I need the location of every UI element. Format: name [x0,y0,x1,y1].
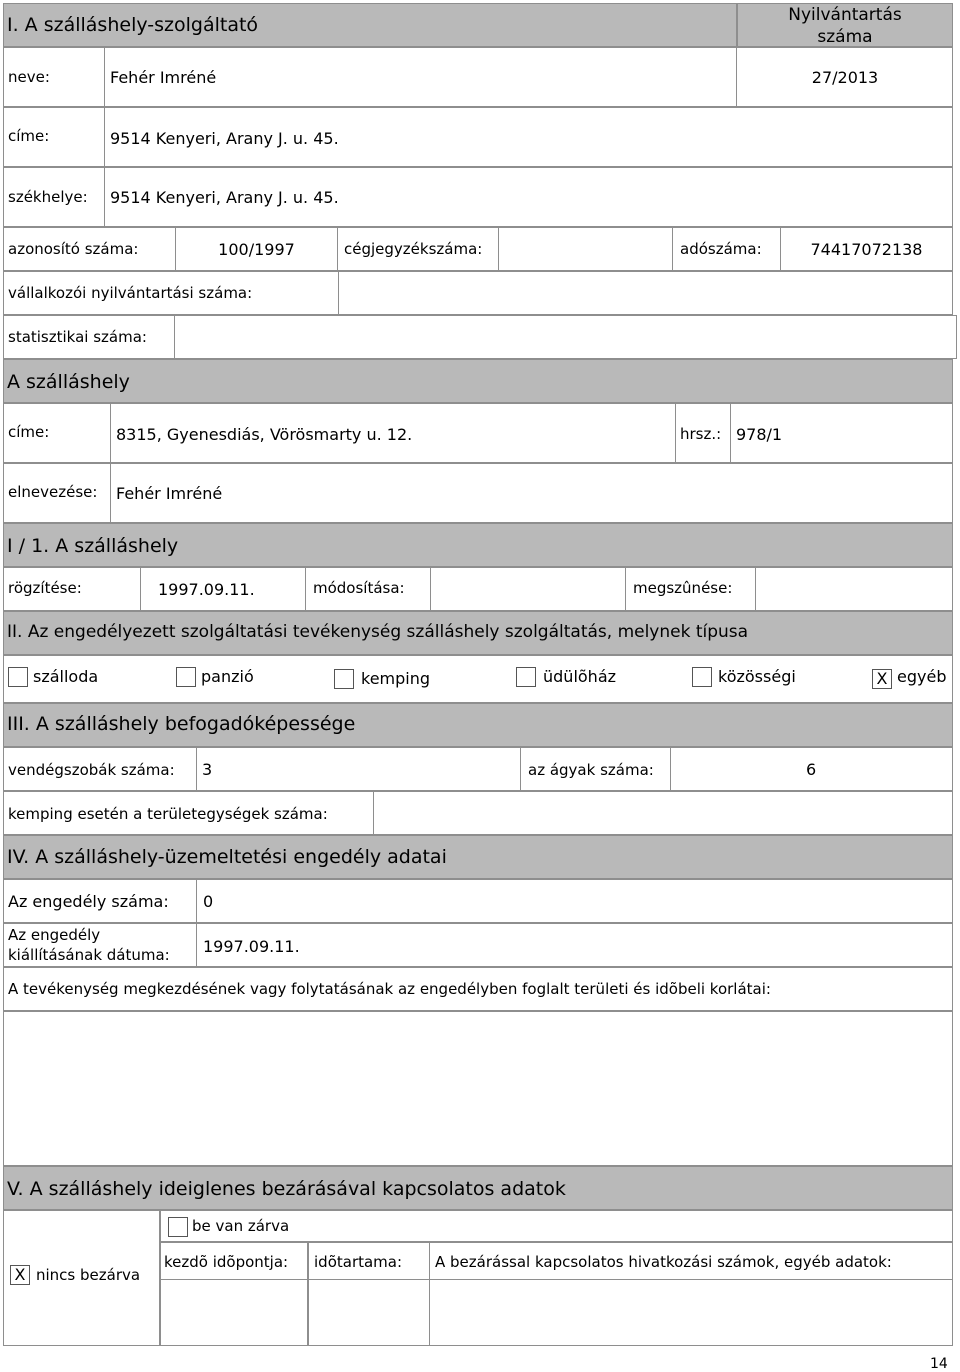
beds-value: 6 [806,760,817,779]
rooms-value-cell [196,747,521,791]
not-closed-checkbox[interactable] [10,1265,30,1285]
page-number: 14 [930,1356,948,1372]
references-label: A bezárással kapcsolatos hivatkozási számok, egyéb adatok: [435,1253,892,1271]
lodging-name-label: elnevezése: [8,483,98,501]
tax-label: adószáma: [680,240,762,258]
type-checkbox[interactable] [176,667,196,687]
statistics-value-cell [174,315,957,359]
type-label: panzió [201,667,254,686]
closed-label: be van zárva [192,1217,290,1235]
registration-number-value: 27/2013 [811,68,879,87]
type-checkbox[interactable] [334,669,354,689]
lodging-header-bar [3,359,953,403]
section-1-1-title: I / 1. A szálláshely [7,535,179,557]
registration-header-line2: száma [817,27,873,47]
recorded-label: rögzítése: [8,579,82,597]
type-checkbox[interactable] [516,667,536,687]
permit-date-label-line2: kiállításának dátuma: [8,946,170,964]
not-closed-label: nincs bezárva [36,1266,141,1284]
lodging-address-label: címe: [8,423,50,441]
section-1-title: I. A szálláshely-szolgáltató [7,14,259,36]
id-label: azonosító száma: [8,240,139,258]
type-checkbox[interactable] [8,667,28,687]
type-checkbox[interactable]: X [872,669,892,689]
lodging-address-value: 8315, Gyenesdiás, Vörösmarty u. 12. [116,425,413,444]
type-label: szálloda [33,667,99,686]
company-label: cégjegyzékszáma: [344,240,483,258]
provider-seat-label: székhelye: [8,188,88,206]
permit-number-label: Az engedély száma: [8,892,169,911]
type-label: üdülõház [543,667,617,686]
limits-label: A tevékenység megkezdésének vagy folytatásának az engedélyben foglalt területi és idõbeli korlátai: [8,980,771,998]
entrepreneur-value-cell [338,271,953,315]
tax-value: 74417072138 [810,240,923,259]
types-row [3,655,953,703]
not-closed-check-mark: X [14,1265,26,1284]
modified-label: módosítása: [313,579,405,597]
duration-label: idõtartama: [314,1253,403,1271]
ended-value-cell [755,567,953,611]
start-label: kezdõ idõpontja: [164,1253,289,1271]
statistics-label: statisztikai száma: [8,328,147,346]
registration-header-line1: Nyilvántartás [788,5,902,25]
permit-date-label-line1: Az engedély [8,926,101,944]
rooms-value: 3 [202,760,213,779]
closed-checkbox[interactable] [168,1217,188,1237]
limits-text-area [3,1011,953,1166]
permit-number-value: 0 [203,892,214,911]
hrsz-value: 978/1 [736,425,783,444]
hrsz-label: hrsz.: [680,425,722,443]
ended-label: megszûnése: [633,579,733,597]
lodging-name-value: Fehér Imréné [116,484,223,503]
entrepreneur-label: vállalkozói nyilvántartási száma: [8,284,253,302]
lodging-name-value-cell [110,463,953,523]
camping-value-cell [373,791,953,835]
camping-label: kemping esetén a területegységek száma: [8,805,328,823]
rooms-label: vendégszobák száma: [8,761,175,779]
lodging-title: A szálláshely [7,371,130,393]
type-label: egyéb [897,667,947,686]
section-2-title: II. Az engedélyezett szolgáltatási tevékenység szálláshely szolgáltatás, melynek típusa [7,622,749,642]
section-3-title: III. A szálláshely befogadóképessége [7,713,356,735]
type-label: közösségi [718,667,796,686]
provider-name-label: neve: [8,68,50,86]
provider-address-value: 9514 Kenyeri, Arany J. u. 45. [110,129,339,148]
permit-number-value-cell [196,879,953,923]
id-value: 100/1997 [218,240,295,259]
provider-name-value: Fehér Imréné [110,68,217,87]
provider-seat-value: 9514 Kenyeri, Arany J. u. 45. [110,188,339,207]
permit-date-value-cell [196,923,953,967]
type-checkbox[interactable] [692,667,712,687]
provider-address-label: címe: [8,127,50,145]
permit-date-value: 1997.09.11. [203,937,300,956]
recorded-value: 1997.09.11. [158,580,255,599]
beds-label: az ágyak száma: [528,761,654,779]
section-5-title: V. A szálláshely ideiglenes bezárásával kapcsolatos adatok [7,1178,566,1200]
modified-value-cell [430,567,626,611]
type-label: kemping [361,669,431,688]
section-4-title: IV. A szálláshely-üzemeltetési engedély adatai [7,846,447,868]
company-value-cell [498,227,673,271]
